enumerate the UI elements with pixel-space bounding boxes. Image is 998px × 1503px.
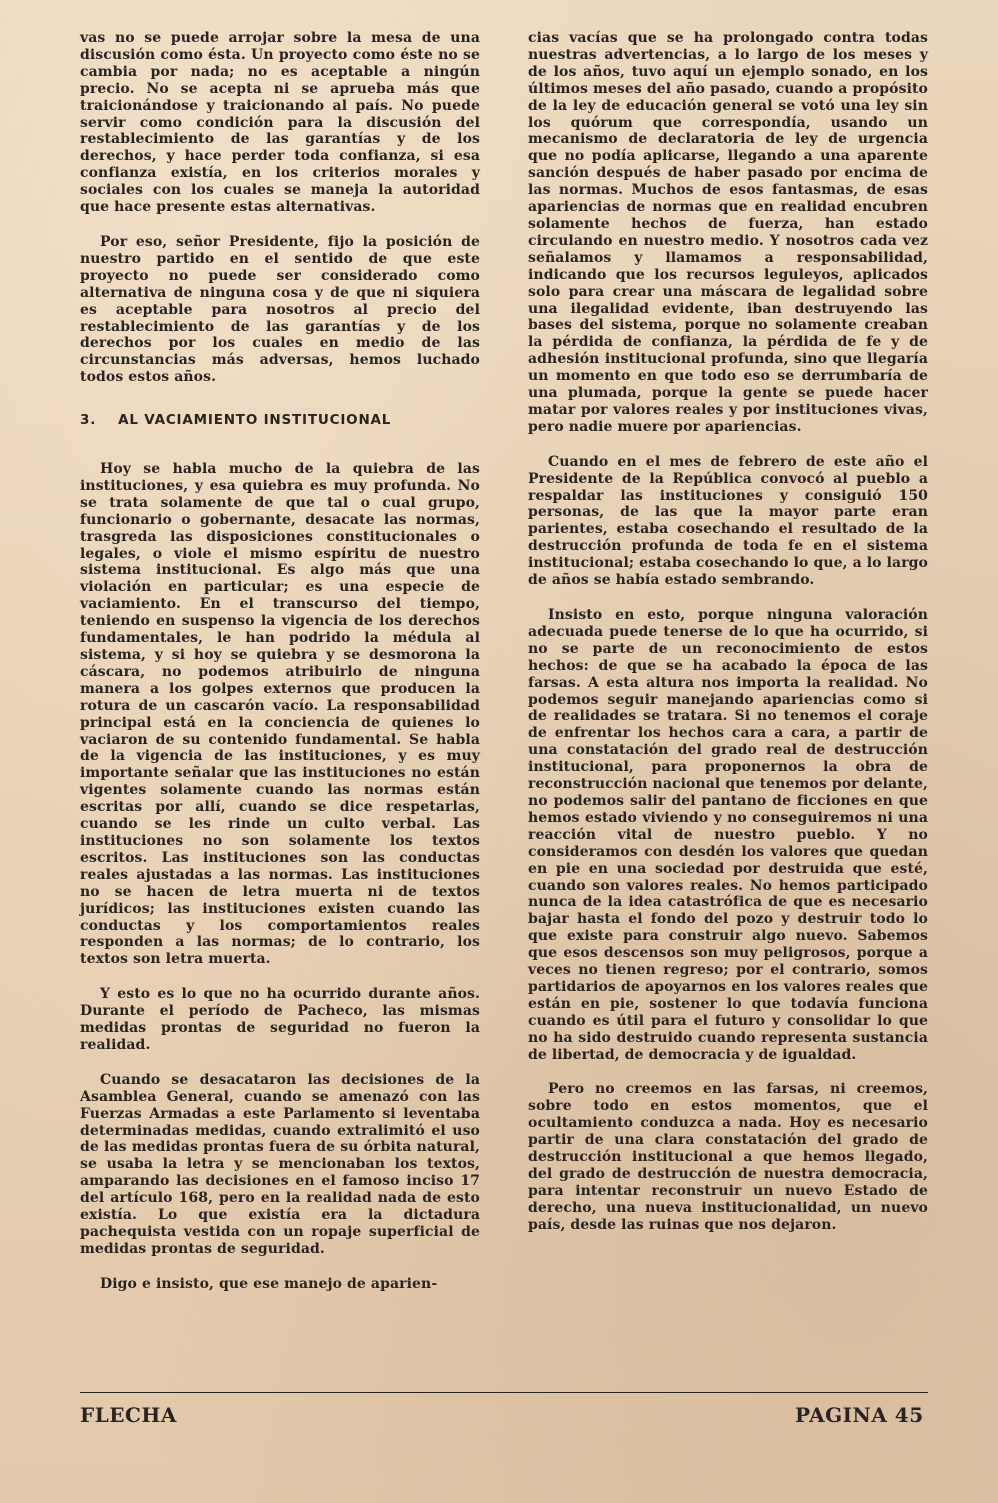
paragraph: Hoy se habla mucho de la quiebra de las instituciones, y esa quiebra es muy profunda. No se trata solamente de que tal o cual grupo, funcionario o gobernante, desacate las normas, trasgreda las disposiciones constitucionales o legales, o viole el mismo espíritu de nuestro sistema institucional. Es algo más que una violación en particular; es una especie de vaciamiento. En el transcurso del tiempo, teniendo en suspenso la vigencia de los derechos fundamentales, le han podrido la médula al sistema, y si hoy se quiebra y se desmorona la cáscara, no podemos atribuirlo de ninguna manera a los golpes externos que producen la rotura de un cascarón vacío. La responsabilidad principal está en la conciencia de quienes lo vaciaron de su contenido fundamental. Se habla de la vigencia de las instituciones, y es muy importante señalar que las instituciones no están vigentes solamente cuando las normas están escritas por allí, cuando se dice respetarlas, cuando se les rinde un culto verbal. Las instituciones no son solamente los textos escritos. Las instituciones son las conductas reales ajustadas a las normas. Las instituciones no se hacen de letra muerta ni de textos jurídicos; las instituciones existen cuando las conductas y los comportamientos reales responden a las normas; de lo contrario, los textos son letra muerta. — [80, 461, 480, 968]
publication-name: FLECHA — [80, 1403, 177, 1427]
footer-divider — [80, 1392, 928, 1393]
page-number: PAGINA 45 — [795, 1403, 924, 1427]
paragraph: Cuando se desacataron las decisiones de la Asamblea General, cuando se amenazó con las Fuerzas Armadas a este Parlamento si leventaba determinadas medidas, cuando extralimitó el uso de las medidas prontas fuera de su órbita natural, se usaba la letra y se mencionaban los textos, amparando las decisiones en el famoso inciso 17 del artículo 168, pero en la realidad nada de esto existía. Lo que existía era la dictadura pachequista vestida con un ropaje superficial de medidas prontas de seguridad. — [80, 1071, 480, 1257]
paragraph: Digo e insisto, que ese manejo de aparien- — [100, 1275, 438, 1292]
paragraph: Insisto en esto, porque ninguna valoración adecuada puede tenerse de lo que ha ocurrido, si no se parte de un reconocimiento de estos hechos: de que se ha acabado la época de las farsas. A esta altura nos importa la realidad. No podemos seguir manejando apariencias como si de realidades se tratara. Si no tenemos el coraje de enfrentar los hechos cara a cara, a partir de una constatación del grado real de destrucción institucional, para proponernos la obra de reconstrucción nacional que tenemos por delante, no podemos salir del pantano de ficciones en que hemos estado viviendo y no conseguiremos ni una reacción vital de nuestro pueblo. Y no consideramos con desdén los valores que quedan en pie en una sociedad por destruida que esté, cuando son valores reales. No hemos participado nunca de la idea catastrófica de que es necesario bajar hasta el fondo del pozo y destruir todo lo que existe para construir algo nuevo. Sabemos que esos descensos son muy peligrosos, porque a veces no tienen regreso; por el contrario, somos partidarios de apoyarnos en los valores reales que están en pie, sostener lo que todavía funciona cuando es útil para el futuro y consolidar lo que no ha sido destruido cuando representa sustancia de libertad, de democracia y de igualdad. — [528, 607, 928, 1063]
paragraph: vas no se puede arrojar sobre la mesa de una discusión como ésta. Un proyecto como éste no se cambia por nada; no es aceptable a ningún precio. No se acepta ni se aprueba más que traicionándose y traicionando al país. No puede servir como condición para la discusión del restablecimiento de las garantías y de los derechos, y hace perder toda confianza, si esa confianza existía, en los criterios morales y sociales con los cuales se maneja la autoridad que hace presente estas alternativas. — [80, 30, 480, 216]
section-heading — [80, 412, 480, 429]
paragraph: cias vacías que se ha prolongado contra todas nuestras advertencias, a lo largo de los meses y de los años, tuvo aquí un ejemplo sonado, en los últimos meses del año pasado, cuando a propósito de la ley de educación general se votó una ley sin los quórum que correspondía, usando un mecanismo de declaratoria de ley de urgencia que no podía aplicarse, llegando a una aparente sanción después de haber pasado por encima de las normas. Muchos de esos fantasmas, de esas apariencias de normas que en realidad encubren solamente hechos de fuerza, han estado circulando en nuestro medio. Y nosotros cada vez señalamos y llamamos a responsabilidad, indicando que los recursos leguleyos, aplicados solo para crear una máscara de legalidad sobre una ilegalidad evidente, iban destruyendo las bases del sistema, porque no solamente creaban la pérdida de confianza, la pérdida de fe y de adhesión institucional profunda, sino que llegaría un momento en que todo eso se derrumbaría de una plumada, porque la gente se puede hacer matar por valores reales y por instituciones vivas, pero nadie muere por apariencias. — [528, 30, 928, 435]
section-title: AL VACIAMIENTO INSTITUCIONAL — [118, 412, 392, 429]
section-number: 3. — [80, 412, 97, 429]
paragraph: Y esto es lo que no ha ocurrido durante años. Durante el período de Pacheco, las mismas medidas prontas de seguridad no fueron la realidad. — [80, 986, 480, 1053]
right-column — [528, 30, 928, 1252]
paragraph: Pero no creemos en las farsas, ni creemos, sobre todo en estos momentos, que el ocultamiento conduzca a nada. Hoy es necesario partir de una clara constatación del grado de destrucción institucional a que hemos llegado, del grado de destrucción de nuestra democracia, para intentar reconstruir un nuevo Estado de derecho, una nueva institucionalidad, un nuevo país, desde las ruinas que nos dejaron. — [528, 1081, 928, 1233]
paragraph: Por eso, señor Presidente, fijo la posición de nuestro partido en el sentido de que este proyecto no puede ser considerado como alternativa de ninguna cosa y de que ni siquiera es aceptable para nosotros al precio del restablecimiento de las garantías y de los derechos por los cuales en medio de las circunstancias más adversas, hemos luchado todos estos años. — [80, 233, 480, 386]
left-column — [80, 30, 480, 1311]
paragraph: Cuando en el mes de febrero de este año el Presidente de la República convocó al pueblo a respaldar las instituciones y consiguió 150 personas, de las que la mayor parte eran parientes, estaba cosechando el resultado de la destrucción profunda de toda fe en el sistema institucional; estaba cosechando lo que, a lo largo de años se había estado sembrando. — [528, 453, 928, 589]
